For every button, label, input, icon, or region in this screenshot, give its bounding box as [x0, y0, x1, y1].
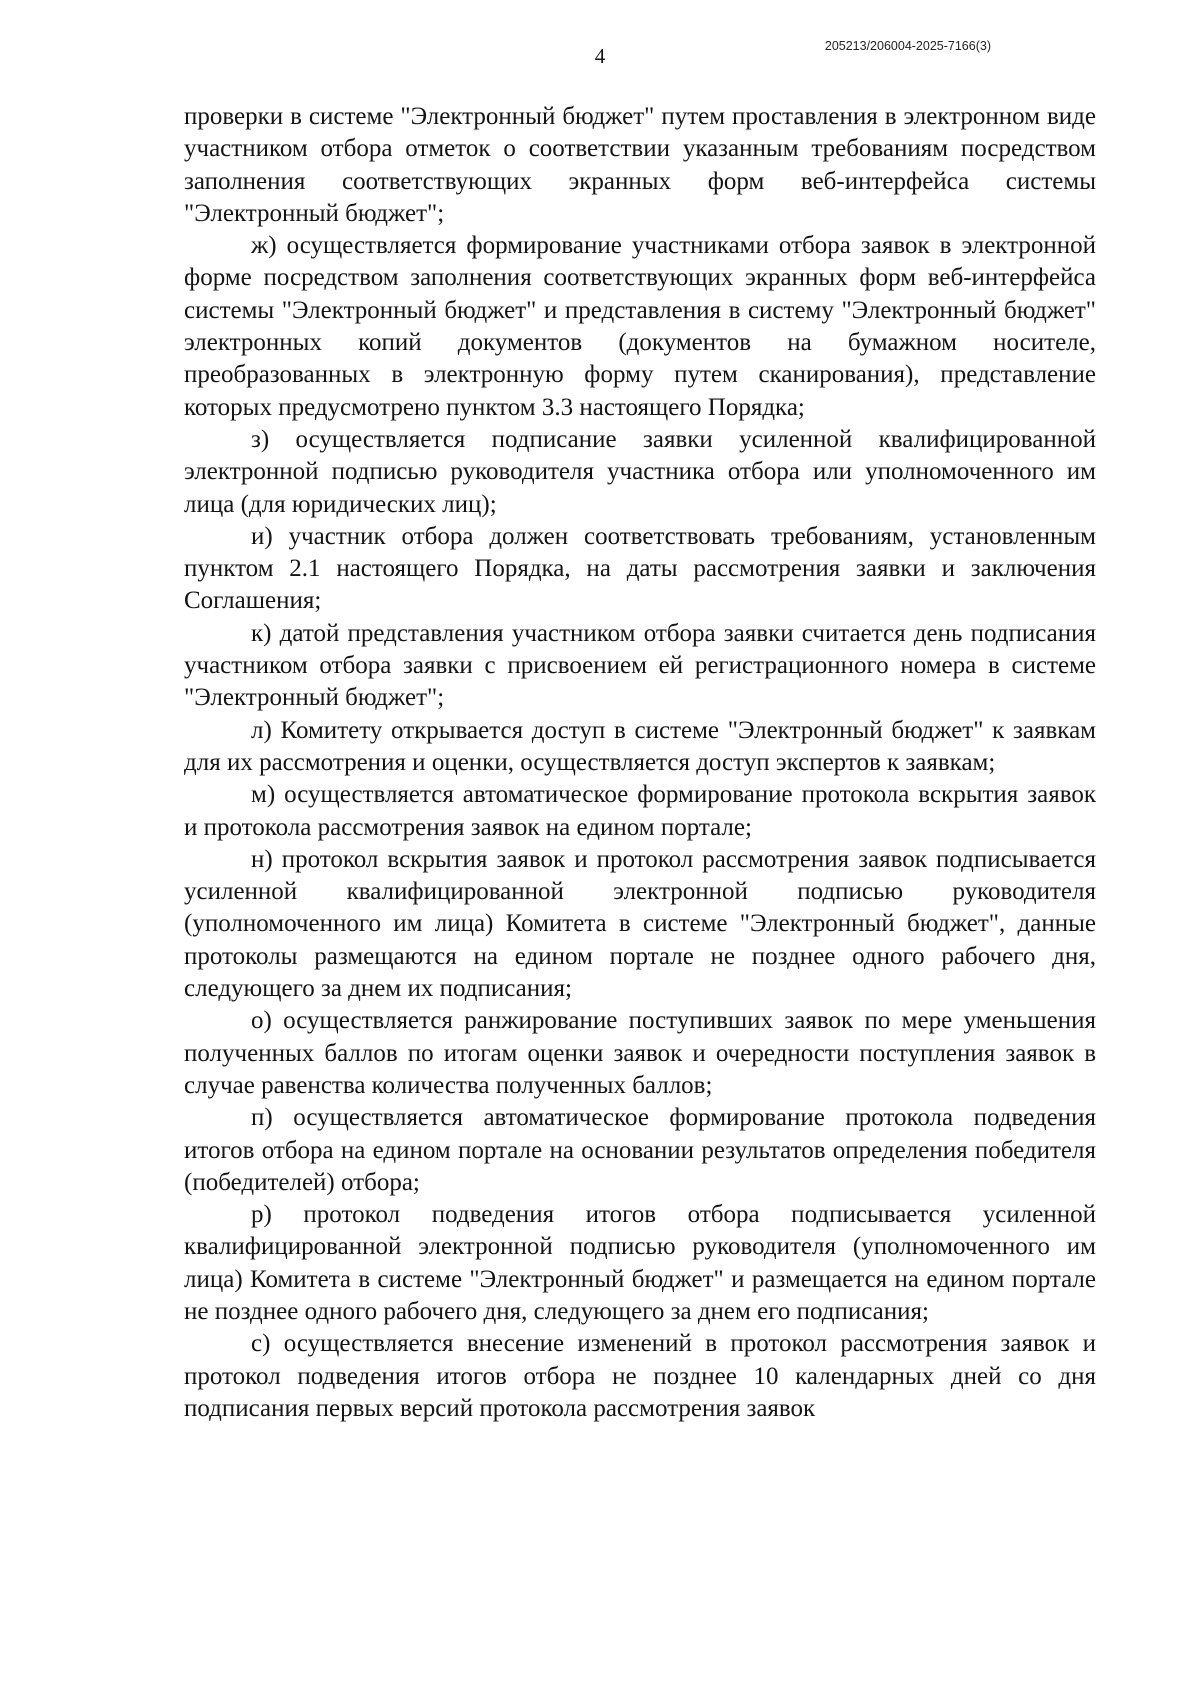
paragraph-item-zh: ж) осуществляется формирование участниками отбора заявок в электронной форме посредством заполнения соответствующих экранных форм веб-интерфейса системы "Электронный бюджет" и представления в систему "Электронный бюджет" электронных копий документов (документов на бумажном носителе, преобразованных в электронную форму путем сканирования), представление которых предусмотрено пунктом 3.3 настоящего Порядка;: [184, 232, 1096, 421]
page-number: 4: [594, 44, 606, 68]
paragraph-item-z: з) осуществляется подписание заявки усиленной квалифицированной электронной подписью руководителя участника отбора или уполномоченного им лица (для юридических лиц);: [184, 425, 1096, 518]
paragraph-item-k: к) датой представления участником отбора заявки считается день подписания участником отбора заявки с присвоением ей регистрационного номера в системе "Электронный бюджет";: [184, 619, 1096, 712]
paragraph-item-l: л) Комитету открывается доступ в системе "Электронный бюджет" к заявкам для их рассмотрения и оценки, осуществляется доступ экспертов к заявкам;: [184, 716, 1096, 776]
paragraph-item-o: о) осуществляется ранжирование поступивших заявок по мере уменьшения полученных баллов по итогам оценки заявок и очередности поступления заявок в случае равенства количества полученных баллов;: [184, 1007, 1096, 1099]
paragraph-item-n: н) протокол вскрытия заявок и протокол рассмотрения заявок подписывается усиленной квалифицированной электронной подписью руководителя (уполномоченного им лица) Комитета в системе "Электронный бюджет", данные протоколы размещаются на едином портале не позднее одного рабочего дня, следующего за днем их подписания;: [184, 845, 1096, 1003]
paragraph-item-i: и) участник отбора должен соответствовать требованиям, установленным пунктом 2.1 настоящего Порядка, на даты рассмотрения заявки и заключения Соглашения;: [184, 522, 1096, 615]
paragraph-item-s: с) осуществляется внесение изменений в протокол рассмотрения заявок и протокол подведения итогов отбора не позднее 10 календарных дней со дня подписания первых версий протокола рассмотрения заявок: [184, 1330, 1096, 1422]
paragraph-continuation: проверки в системе "Электронный бюджет" путем проставления в электронном виде участником отбора отметок о соответствии указанным требованиям посредством заполнения соответствующих экранных форм веб-интерфейса системы "Электронный бюджет";: [184, 103, 1096, 227]
document-code: 205213/206004-2025-7166(3): [824, 39, 991, 53]
paragraph-item-r: р) протокол подведения итогов отбора подписывается усиленной квалифицированной электронной подписью руководителя (уполномоченного им лица) Комитета в системе "Электронный бюджет" и размещается на едином портале не позднее одного рабочего дня, следующего за днем его подписания;: [184, 1201, 1096, 1325]
paragraph-item-p: п) осуществляется автоматическое формирование протокола подведения итогов отбора на едином портале на основании результатов определения победителя (победителей) отбора;: [184, 1104, 1096, 1196]
document-body: [184, 101, 1096, 1425]
paragraph-item-m: м) осуществляется автоматическое формирование протокола вскрытия заявок и протокола рассмотрения заявок на едином портале;: [184, 781, 1096, 841]
